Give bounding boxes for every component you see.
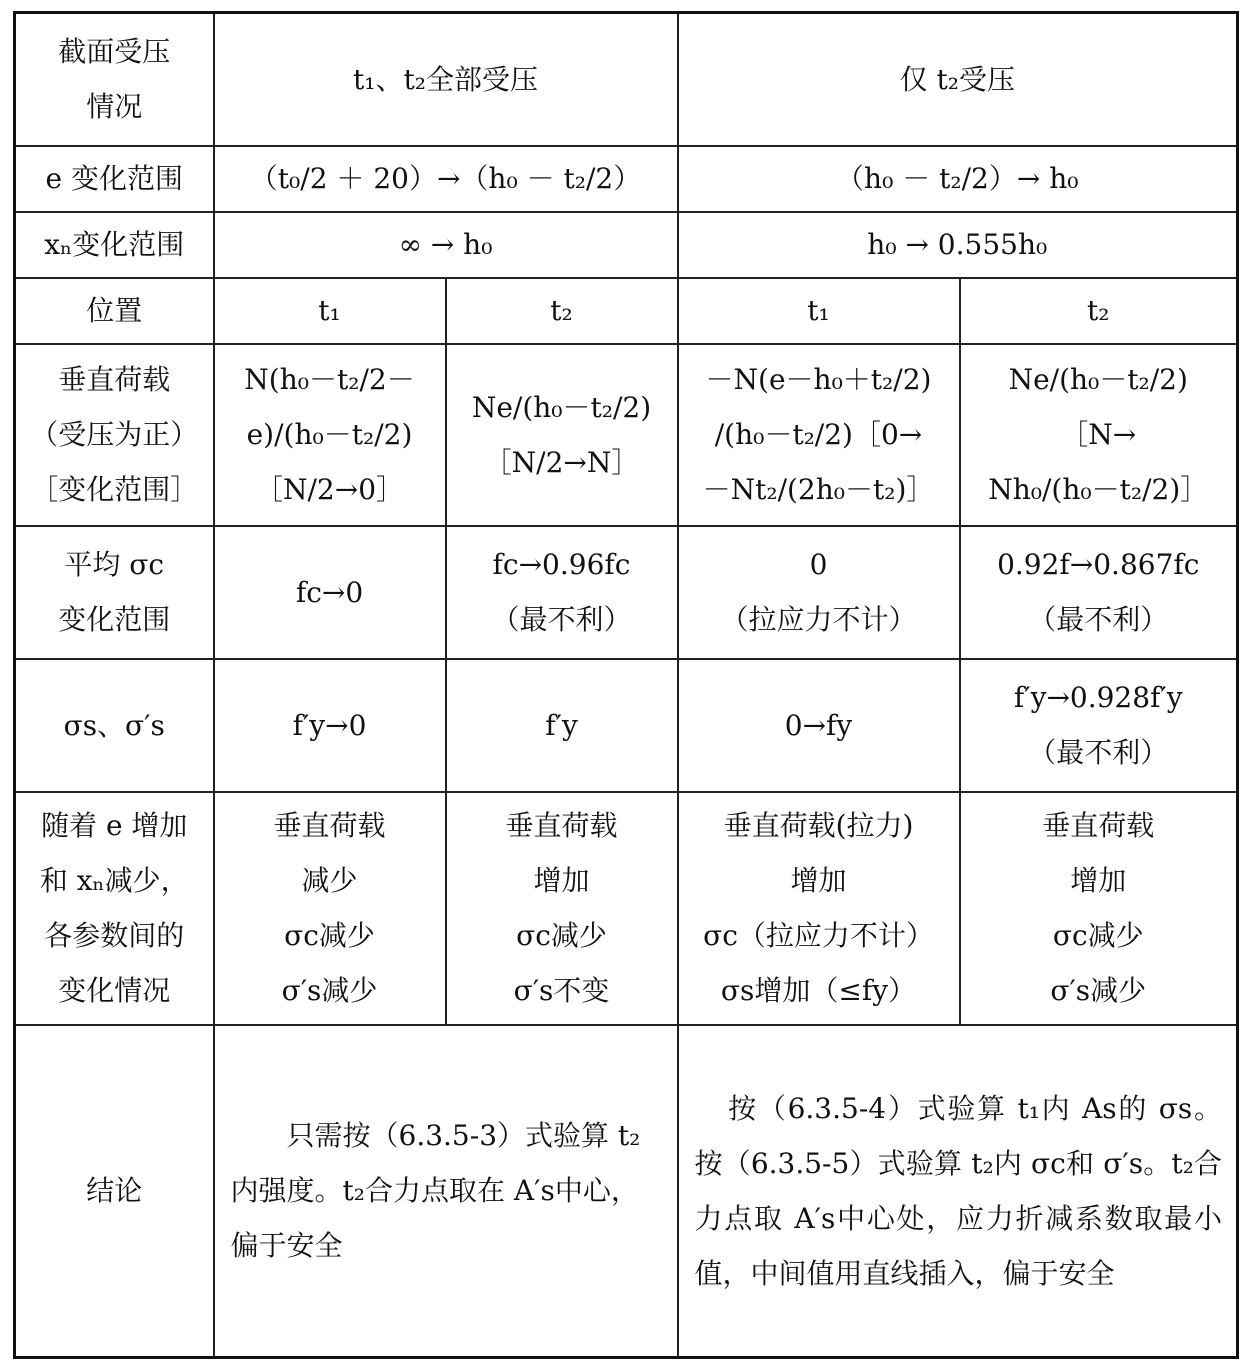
avg-sigma-c-c2: fc→0.96fc （最不利）: [446, 526, 678, 659]
vertical-load-c1: N(h₀－t₂/2－ e)/(h₀－t₂/2) ［N/2→0］: [214, 344, 446, 526]
stress-table: [13, 11, 1239, 1359]
xn-range-all-compressed: ∞ → h₀: [214, 212, 678, 278]
row-avg-sigma-c: [15, 526, 1238, 659]
row-sigma-s: [15, 659, 1238, 792]
conclusion-only-t2: 按（6.3.5-4）式验算 t₁内 As的 σs。按（6.3.5-5）式验算 t₂内 σc和 σ′s。t₂合力点取 A′s中心处，应力折减系数取最小值，中间值用直线插入，偏于安全: [678, 1025, 1238, 1358]
row-variation: [15, 792, 1238, 1025]
sigma-s-label: σs、σ′s: [15, 659, 214, 792]
row-e-range: [15, 146, 1238, 212]
position-c2: t₂: [446, 278, 678, 344]
sigma-s-c3: 0→fy: [678, 659, 960, 792]
e-range-label: e 变化范围: [15, 146, 214, 212]
case-header: 截面受压 情况: [15, 13, 214, 146]
vertical-load-label: 垂直荷载 （受压为正） ［变化范围］: [15, 344, 214, 526]
vertical-load-c3: －N(e－h₀＋t₂/2) /(h₀－t₂/2)［0→ －Nt₂/(2h₀－t₂)］: [678, 344, 960, 526]
position-c4: t₂: [960, 278, 1238, 344]
avg-sigma-c-c4: 0.92f→0.867fc （最不利）: [960, 526, 1238, 659]
variation-c3: 垂直荷载(拉力) 增加 σc（拉应力不计） σs增加（≤fy）: [678, 792, 960, 1025]
avg-sigma-c-c1: fc→0: [214, 526, 446, 659]
row-xn-range: [15, 212, 1238, 278]
position-c3: t₁: [678, 278, 960, 344]
row-position: [15, 278, 1238, 344]
case-only-t2: 仅 t₂受压: [678, 13, 1238, 146]
avg-sigma-c-label: 平均 σc 变化范围: [15, 526, 214, 659]
variation-label: 随着 e 增加 和 xₙ减少， 各参数间的 变化情况: [15, 792, 214, 1025]
variation-c2: 垂直荷载 增加 σc减少 σ′s不变: [446, 792, 678, 1025]
case-all-compressed: t₁、t₂全部受压: [214, 13, 678, 146]
e-range-only-t2: （h₀ － t₂/2）→ h₀: [678, 146, 1238, 212]
variation-c4: 垂直荷载 增加 σc减少 σ′s减少: [960, 792, 1238, 1025]
sigma-s-c2: f′y: [446, 659, 678, 792]
row-conclusion: [15, 1025, 1238, 1358]
variation-c1: 垂直荷载 减少 σc减少 σ′s减少: [214, 792, 446, 1025]
e-range-all-compressed: （t₀/2 ＋ 20）→（h₀ － t₂/2）: [214, 146, 678, 212]
avg-sigma-c-c3: 0 （拉应力不计）: [678, 526, 960, 659]
conclusion-all-compressed: 只需按（6.3.5-3）式验算 t₂内强度。t₂合力点取在 A′s中心，偏于安全: [214, 1025, 678, 1358]
xn-range-only-t2: h₀ → 0.555h₀: [678, 212, 1238, 278]
sigma-s-c4: f′y→0.928f′y （最不利）: [960, 659, 1238, 792]
sigma-s-c1: f′y→0: [214, 659, 446, 792]
conclusion-label: 结论: [15, 1025, 214, 1358]
position-label: 位置: [15, 278, 214, 344]
row-vertical-load: [15, 344, 1238, 526]
vertical-load-c4: Ne/(h₀－t₂/2) ［N→ Nh₀/(h₀－t₂/2)］: [960, 344, 1238, 526]
position-c1: t₁: [214, 278, 446, 344]
row-case: [15, 13, 1238, 146]
vertical-load-c2: Ne/(h₀－t₂/2) ［N/2→N］: [446, 344, 678, 526]
xn-range-label: xₙ变化范围: [15, 212, 214, 278]
